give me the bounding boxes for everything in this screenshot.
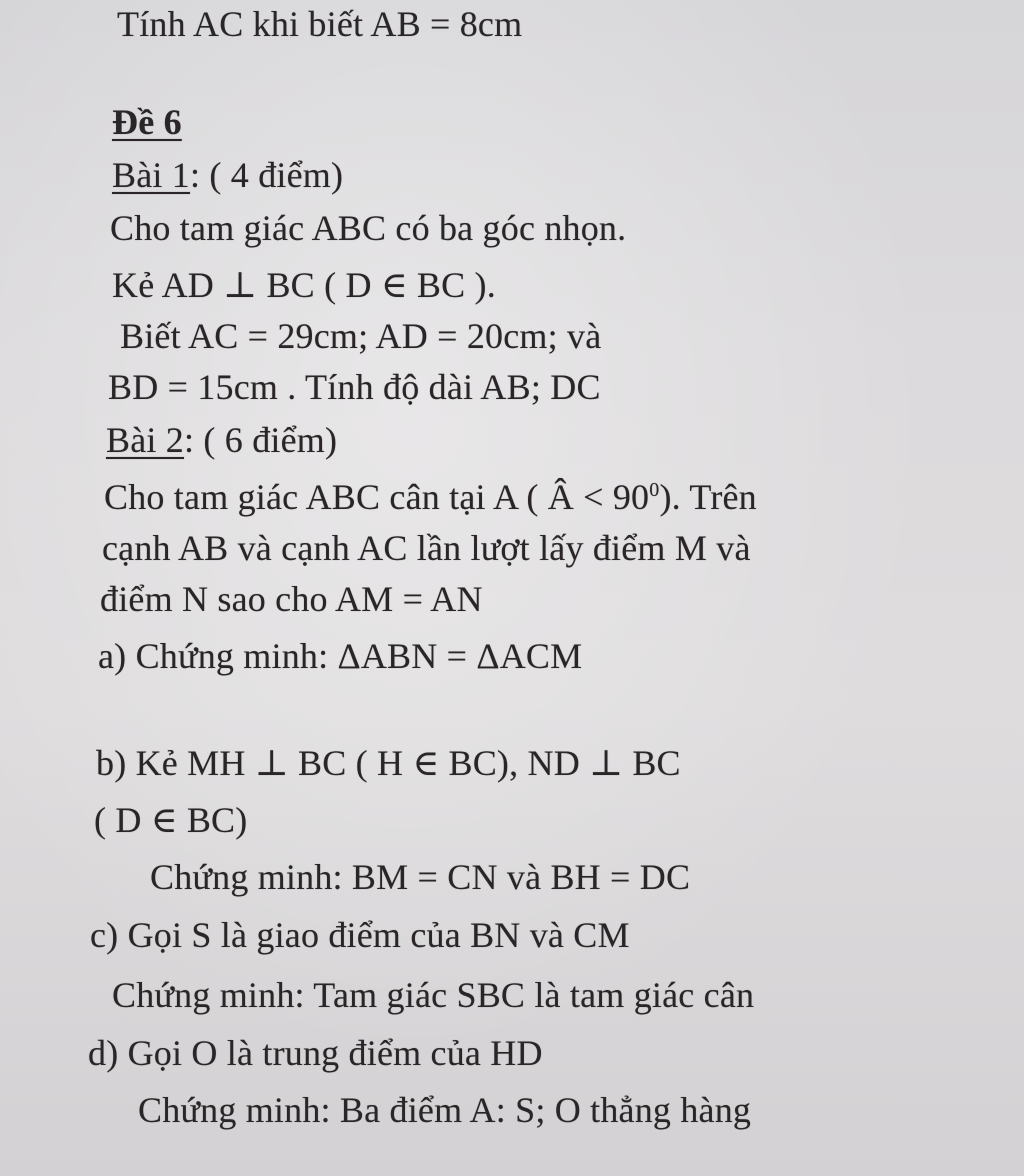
problem-2-header	[106, 420, 337, 460]
problem-2-points: : ( 6 điểm)	[184, 420, 338, 460]
problem-1-header	[112, 155, 343, 195]
problem-1-line-2: Kẻ AD ⊥ BC ( D ∈ BC ).	[112, 265, 496, 305]
problem-2-part-c-line-1: c) Gọi S là giao điểm của BN và CM	[90, 915, 630, 955]
problem-2-line-1b: ). Trên	[659, 477, 757, 517]
problem-2-part-b-line-3: Chứng minh: BM = CN và BH = DC	[150, 857, 691, 897]
problem-1-line-3: Biết AC = 29cm; AD = 20cm; và	[120, 316, 602, 356]
problem-2-part-a: a) Chứng minh: ΔABN = ΔACM	[98, 636, 583, 676]
degree-superscript: 0	[649, 479, 660, 501]
problem-2-part-d-line-2: Chứng minh: Ba điểm A: S; O thẳng hàng	[138, 1090, 752, 1130]
exam-heading: Đề 6	[112, 102, 182, 142]
problem-2-line-1	[104, 477, 757, 517]
problem-1-points: : ( 4 điểm)	[190, 155, 344, 195]
problem-2-title: Bài 2	[106, 420, 184, 460]
problem-2-part-b-line-2: ( D ∈ BC)	[94, 800, 248, 840]
problem-2-line-3: điểm N sao cho AM = AN	[100, 579, 483, 619]
problem-2-line-2: cạnh AB và cạnh AC lần lượt lấy điểm M và	[102, 528, 751, 568]
problem-1-line-1: Cho tam giác ABC có ba góc nhọn.	[110, 208, 627, 248]
problem-2-part-d-line-1: d) Gọi O là trung điểm của HD	[88, 1033, 543, 1073]
problem-2-part-c-line-2: Chứng minh: Tam giác SBC là tam giác cân	[112, 975, 755, 1015]
problem-1-line-4: BD = 15cm . Tính độ dài AB; DC	[108, 367, 601, 407]
problem-2-line-1a: Cho tam giác ABC cân tại A ( Â < 90	[104, 477, 650, 517]
text-line-top: Tính AC khi biết AB = 8cm	[117, 4, 523, 44]
problem-1-title: Bài 1	[112, 155, 190, 195]
problem-2-part-b-line-1: b) Kẻ MH ⊥ BC ( H ∈ BC), ND ⊥ BC	[96, 743, 681, 783]
